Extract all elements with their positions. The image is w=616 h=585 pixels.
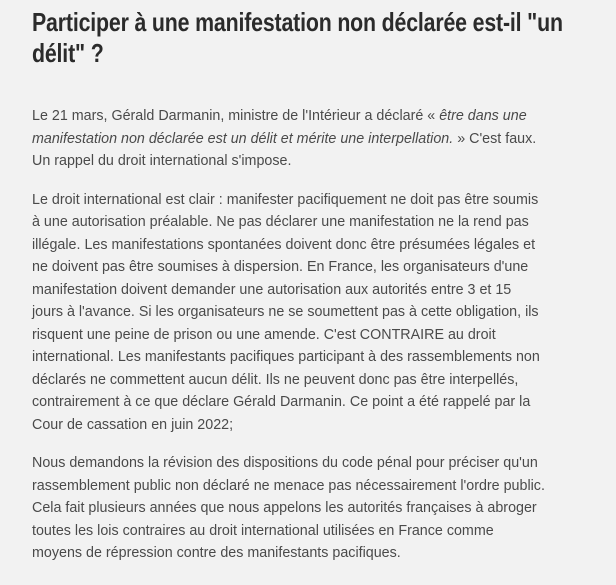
quote-segment: manifestation non déclarée est un délit et mérite une interpellation. (32, 130, 454, 147)
text-line: jours à l'avance. Si les organisateurs ne se soumettent pas à cette obligation, ils (32, 304, 539, 320)
text-line: Un rappel du droit international s'impose. (32, 153, 292, 169)
text-line: illégale. Les manifestations spontanées doivent donc être présumées légales et (32, 236, 536, 253)
text-line: déclarés ne commettent aucun délit. Ils ne peuvent donc pas être interpellés, (32, 371, 519, 388)
text-line: toutes les lois contraires au droit international utilisées en France comme (32, 522, 494, 539)
article-body (32, 105, 545, 581)
text-line: à une autorisation préalable. Ne pas déclarer une manifestation ne la rend pas (32, 214, 529, 230)
text-line: moyens de répression contre des manifestants pacifiques. (32, 545, 401, 561)
title-line: Participer à une manifestation non déclarée est-il "un (32, 7, 563, 37)
text-line: ne doivent pas être soumises à dispersion. En France, les organisateurs d'une (32, 259, 529, 275)
text-line: Cela fait plusieurs années que nous appelons les autorités françaises à abroger (32, 500, 537, 516)
text-line: Cour de cassation en juin 2022; (32, 416, 234, 433)
title-line: délit" ? (32, 38, 104, 68)
text-line: rassemblement public non déclaré ne menace pas nécessairement l'ordre public. (32, 477, 545, 494)
text-line: manifestation doivent demander une autorisation aux autorités entre 3 et 15 (32, 281, 512, 298)
text-line: risquent une peine de prison ou une amende. C'est CONTRAIRE au droit (32, 326, 496, 343)
text-line: Nous demandons la révision des dispositions du code pénal pour préciser qu'un (32, 455, 538, 471)
text-segment: Le 21 mars, Gérald Darmanin, ministre de l'Intérieur a déclaré « (32, 108, 440, 124)
paragraph-intro (32, 105, 545, 173)
text-segment: » C'est faux. (453, 130, 537, 147)
paragraph-demands (32, 452, 545, 565)
text-line: Le droit international est clair : manifester pacifiquement ne doit pas être soumis (32, 191, 539, 208)
paragraph-international-law (32, 189, 545, 437)
text-line: contrairement à ce que déclare Gérald Darmanin. Ce point a été rappelé par la (32, 394, 531, 410)
text-line (32, 105, 545, 128)
text-line: international. Les manifestants pacifiques participant à des rassemblements non (32, 349, 540, 365)
quote-segment: être dans une (439, 108, 527, 124)
text-line (32, 128, 545, 151)
article-title (32, 7, 563, 69)
